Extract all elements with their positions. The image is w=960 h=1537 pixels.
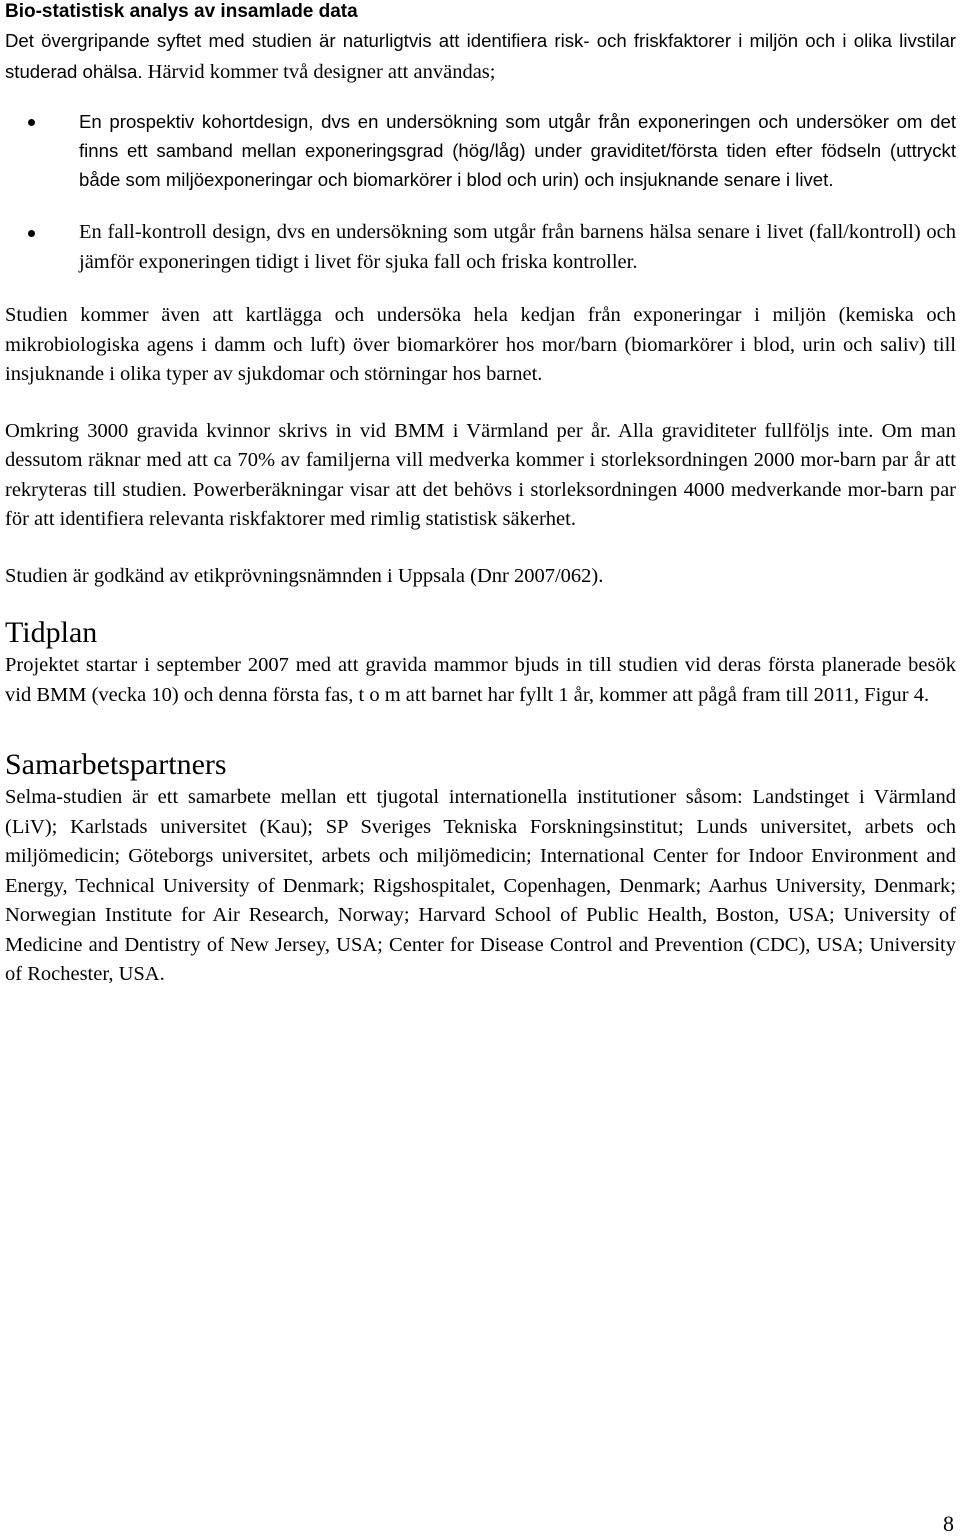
biostat-intro-part1: Det övergripande syftet med studien är naturligtvis att identifiera risk- och friskfaktorer i miljön och i olika livstilar studerad ohälsa. xyxy=(5,30,956,82)
list-item-text: En fall-kontroll design, dvs en undersökning som utgår från barnens hälsa senare i livet (fall/kontroll) och jämför exponeringen tidigt i livet för sjuka fall och friska kontroller. xyxy=(79,221,956,273)
paragraph-numbers: Omkring 3000 gravida kvinnor skrivs in vid BMM i Värmland per år. Alla graviditeter fullföljs inte. Om man dessutom räknar med att ca 70% av familjerna vill medverka kommer i storleksordningen 2000 mor-barn par år att rekryteras till studien. Powerberäkningar visar att det behövs i storleksordningen 4000 medverkande mor-barn par för att identifiera relevanta riskfaktorer med rimlig statistisk säkerhet. xyxy=(5,419,956,530)
list-item-text: En prospektiv kohortdesign, dvs en undersökning som utgår från exponeringen och undersöker om det finns ett samband mellan exponeringsgrad (hög/låg) under graviditet/första tiden efter födseln (uttryckt både som miljöexponeringar och biomarkörer i blod och urin) och insjuknande senare i livet. xyxy=(79,111,956,190)
tidplan-text: Projektet startar i september 2007 med att gravida mammor bjuds in till studien vid deras första planerade besök vid BMM (vecka 10) och denna första fas, t o m att barnet har fyllt 1 år, kommer att pågå fram till 2011, Figur 4. xyxy=(5,654,956,706)
design-list xyxy=(5,107,956,277)
samarbete-heading: Samarbetspartners xyxy=(5,748,227,781)
samarbete-text: Selma-studien är ett samarbete mellan ett tjugotal internationella institutioner såsom: Landstinget i Värmland (LiV); Karlstads universitet (Kau); SP Sveriges Tekniska Forskningsinstitut; Lunds universitet, arbets och miljömedicin; Göteborgs universitet, arbets och miljömedicin; International Center for Indoor Environment and Energy, Technical University of Denmark; Rigshospitalet, Copenhagen, Denmark; Aarhus University, Denmark; Norwegian Institute for Air Research, Norway; Harvard School of Public Health, Boston, USA; University of Medicine and Dentistry of New Jersey, USA; Center for Disease Control and Prevention (CDC), USA; University of Rochester, USA. xyxy=(5,786,956,985)
document-page xyxy=(5,0,956,990)
biostat-heading: Bio-statistisk analys av insamlade data xyxy=(5,1,358,22)
tidplan-heading: Tidplan xyxy=(5,616,98,649)
biostat-intro xyxy=(5,26,956,87)
biostat-intro-part2: Härvid kommer två designer att användas; xyxy=(147,60,496,83)
list-item xyxy=(5,107,956,194)
paragraph-chain: Studien kommer även att kartlägga och undersöka hela kedjan från exponeringar i miljön (kemiska och mikrobiologiska agens i damm och luft) över biomarkörer hos mor/barn (biomarkörer i blod, urin och saliv) till insjuknande i olika typer av sjukdomar och störningar hos barnet. xyxy=(5,304,956,385)
page-number: 8 xyxy=(943,1511,954,1536)
bullet-icon xyxy=(28,119,35,126)
paragraph-ethics: Studien är godkänd av etikprövningsnämnden i Uppsala (Dnr 2007/062). xyxy=(5,564,604,587)
bullet-icon xyxy=(28,230,35,237)
list-item xyxy=(5,218,956,277)
